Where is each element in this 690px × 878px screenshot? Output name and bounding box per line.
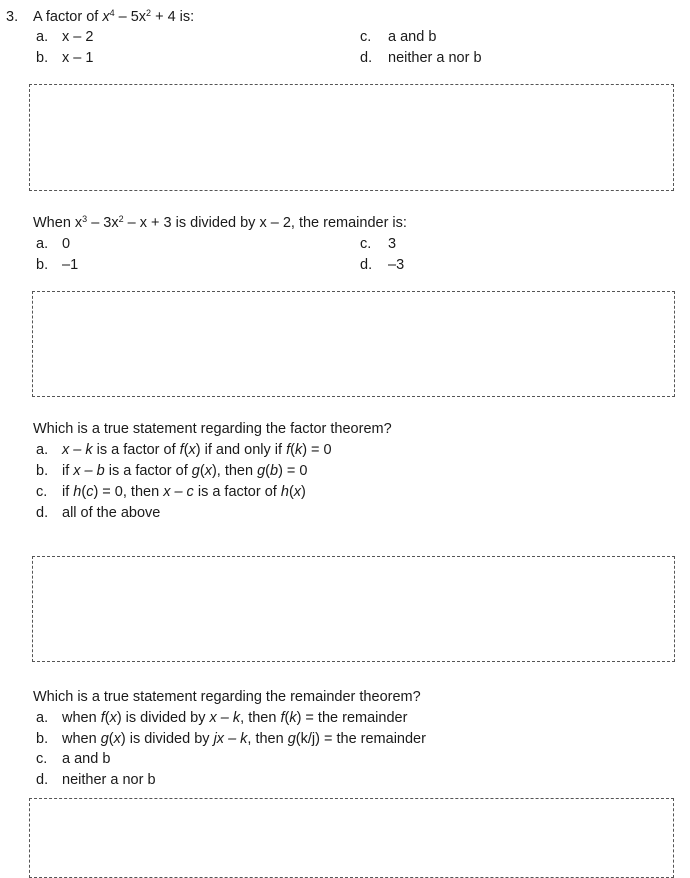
text-run: ( [290,442,295,458]
text-run: ), then [211,463,258,479]
stem-mid: – 5x [114,9,147,25]
option-d-text: neither a nor b [388,50,482,66]
option-letter: c. [360,29,372,45]
stem-tail: – x + 3 is divided by x – 2, the remainder is: [123,215,407,231]
option-d-text: –3 [388,257,405,273]
option-a-text [62,441,332,459]
question-stem: Which is a true statement regarding the factor theorem? [33,421,392,437]
option-letter: d. [36,505,49,521]
text-run: ) = 0, then [93,484,164,500]
text-run: when [62,710,101,726]
math-var: h [280,484,289,500]
math-var: f [100,710,105,726]
option-letter: a. [36,710,49,726]
option-letter: b. [36,257,49,273]
math-var: g [100,731,109,747]
option-letter: d. [360,257,373,273]
text-run: ) = 0 [278,463,308,479]
text-run: if [62,463,74,479]
text-run: ) is divided by [116,710,210,726]
option-letter: c. [360,236,372,252]
option-letter: b. [36,463,49,479]
math-var: x – k [209,710,241,726]
math-var: x [113,731,121,747]
math-var: x – c [163,484,194,500]
option-letter: d. [360,50,373,66]
option-letter: b. [36,50,49,66]
answer-work-box[interactable] [32,556,675,662]
math-var: x – b [73,463,105,479]
text-run: ) [301,484,306,500]
option-c-text: a and b [388,29,437,45]
stem-lead: A factor of [33,9,103,25]
answer-work-box[interactable] [29,84,674,191]
math-var: f [179,442,184,458]
text-run: ( [183,442,189,458]
math-var: g [287,731,296,747]
option-letter: a. [36,236,49,252]
math-var: x – k [62,442,93,458]
math-var: jx – k [213,731,248,747]
text-run: is a factor of [193,484,281,500]
option-a-text: 0 [62,236,71,252]
question-number: 3. [6,9,19,25]
stem-var: x [102,9,110,25]
option-d-text: neither a nor b [62,772,156,788]
text-run: is a factor of [92,442,180,458]
option-b-text: –1 [62,257,79,273]
text-run: , then [240,710,281,726]
math-var: g [191,463,200,479]
text-run: ) is divided by [120,731,214,747]
text-run: (k/j) = the remainder [295,731,426,747]
option-a-text [62,709,407,727]
math-var: x [293,484,302,500]
text-run: when [62,731,101,747]
option-c-text [62,483,306,501]
option-b-text: x – 1 [62,50,94,66]
option-b-text [62,462,308,480]
option-c-text: 3 [388,236,397,252]
question-stem: Which is a true statement regarding the remainder theorem? [33,689,421,705]
text-run: ) = 0 [302,442,332,458]
option-b-text [62,730,426,748]
text-run: is a factor of [104,463,192,479]
question-stem [33,214,407,232]
option-d-text: all of the above [62,505,161,521]
math-var: k [294,442,303,458]
stem-exponent: 3 [82,214,88,224]
math-var: g [257,463,266,479]
math-var: x [109,710,117,726]
math-var: x [188,442,196,458]
answer-work-box[interactable] [29,798,674,878]
math-var: k [289,710,297,726]
option-letter: a. [36,29,49,45]
stem-mid: – 3x [87,215,119,231]
text-run: ) = the remainder [296,710,408,726]
option-letter: c. [36,484,48,500]
question-stem [33,8,194,26]
option-letter: b. [36,731,49,747]
option-letter: c. [36,751,48,767]
math-var: b [270,463,279,479]
math-var: c [86,484,94,500]
text-run: , then [247,731,288,747]
stem-exponent: 2 [118,214,124,224]
text-run: ( [265,463,270,479]
answer-work-box[interactable] [32,291,675,397]
option-letter: d. [36,772,49,788]
text-run: ) if and only if [195,442,287,458]
text-run: if [62,484,74,500]
math-var: h [73,484,82,500]
math-var: x [204,463,212,479]
stem-lead: When x [33,215,83,231]
text-run: ( [108,731,114,747]
text-run: ( [284,710,290,726]
text-run: ( [199,463,205,479]
option-letter: a. [36,442,49,458]
option-a-text: x – 2 [62,29,94,45]
text-run: ( [81,484,87,500]
option-c-text: a and b [62,751,111,767]
text-run: ( [104,710,110,726]
stem-exponent: 4 [109,8,115,18]
stem-tail: + 4 is: [151,9,195,25]
stem-exponent: 2 [146,8,152,18]
math-var: f [280,710,285,726]
text-run: ( [288,484,294,500]
math-var: f [286,442,291,458]
